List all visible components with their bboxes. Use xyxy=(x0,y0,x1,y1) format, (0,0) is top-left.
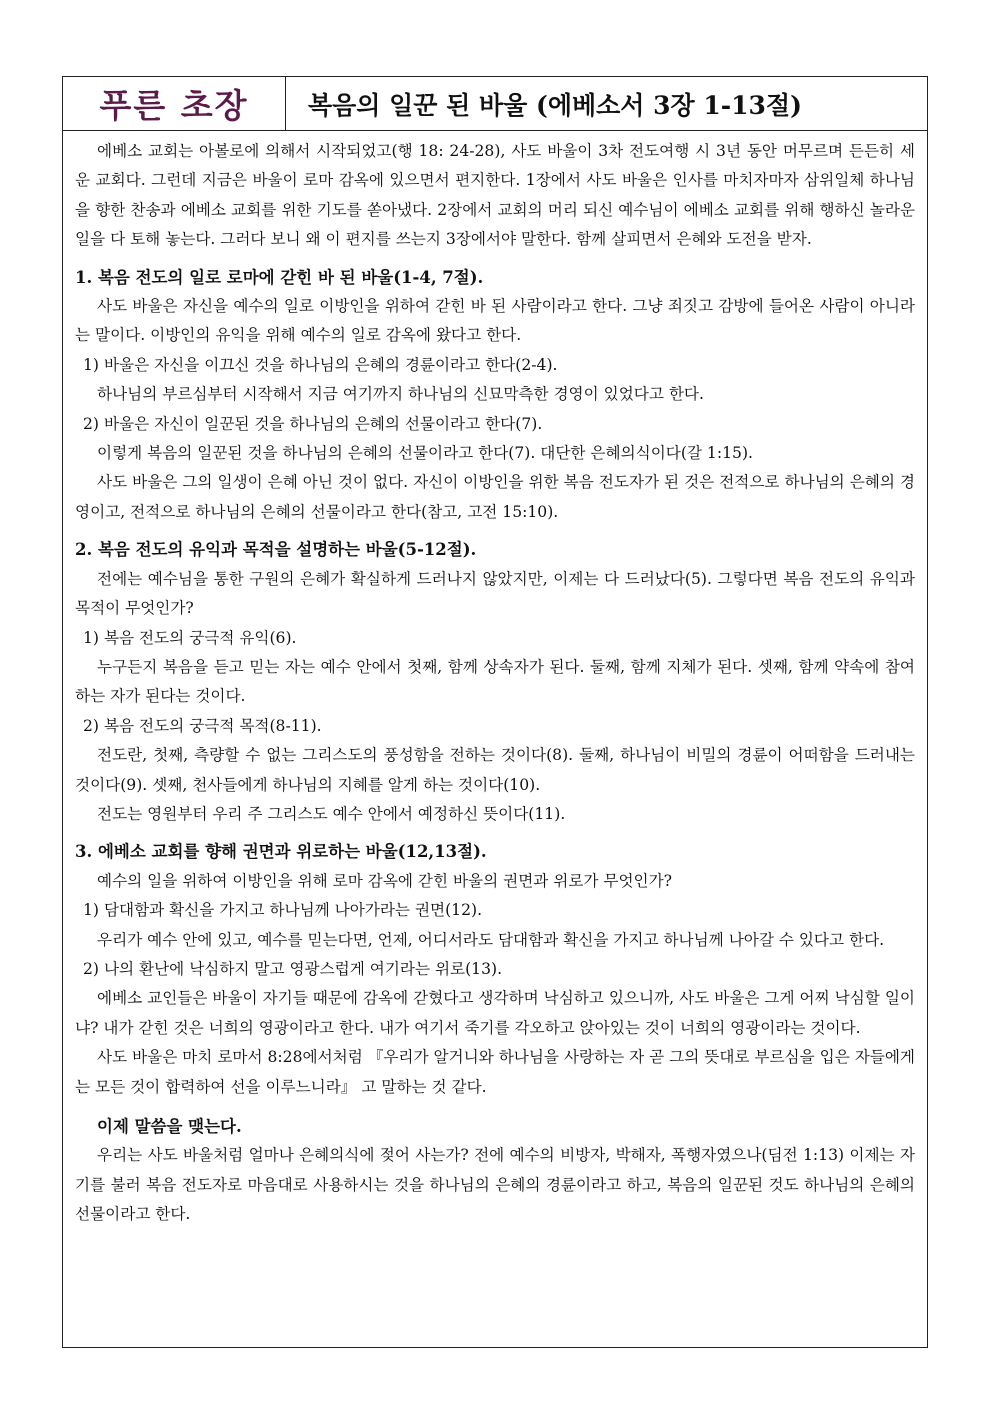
header xyxy=(63,77,927,131)
point-item: 1) 복음 전도의 궁극적 유익(6). xyxy=(83,628,297,647)
paragraph: 사도 바울은 자신을 예수의 일로 이방인을 위하여 갇힌 바 된 사람이라고 한다. 그냥 죄짓고 감방에 들어온 사람이 아니라는 말이다. 이방인의 유익을 위해 예수의 일로 감옥에 왔다고 한다. xyxy=(75,297,915,345)
paragraph: 에베소 교인들은 바울이 자기들 때문에 감옥에 갇혔다고 생각하며 낙심하고 있으니까, 사도 바울은 그게 어찌 낙심할 일이냐? 내가 갇힌 것은 너희의 영광이라고 한다. 내가 여기서 죽기를 각오하고 앉아있는 것이 너희의 영광이라는 것이다. xyxy=(75,989,915,1037)
paragraph: 사도 바울은 그의 일생이 은혜 아닌 것이 없다. 자신이 이방인을 위한 복음 전도자가 된 것은 전적으로 하나님의 은혜의 경영이고, 전적으로 하나님의 은혜의 선물이라고 한다(참고, 고전 15:10). xyxy=(75,473,915,521)
section-2-heading: 2. 복음 전도의 유익과 목적을 설명하는 바울(5-12절). xyxy=(75,540,477,560)
paragraph: 전도는 영원부터 우리 주 그리스도 예수 안에서 예정하신 뜻이다(11). xyxy=(97,804,566,823)
closing-heading: 이제 말씀을 맺는다. xyxy=(97,1117,242,1136)
paragraph: 전도란, 첫째, 측량할 수 없는 그리스도의 풍성함을 전하는 것이다(8). 둘째, 하나님이 비밀의 경륜이 어떠함을 드러내는 것이다(9). 셋째, 천사들에게 하나님의 지혜를 알게 하는 것이다(10). xyxy=(75,746,915,794)
point-item: 2) 복음 전도의 궁극적 목적(8-11). xyxy=(83,716,322,735)
paragraph: 하나님의 부르심부터 시작해서 지금 여기까지 하나님의 신묘막측한 경영이 있었다고 한다. xyxy=(97,385,704,404)
sermon-body xyxy=(63,131,927,1230)
section-1-heading: 1. 복음 전도의 일로 로마에 갇힌 바 된 바울(1-4, 7절). xyxy=(75,267,484,287)
section-3-heading: 3. 에베소 교회를 향해 권면과 위로하는 바울(12,13절). xyxy=(75,842,487,862)
point-item: 2) 나의 환난에 낙심하지 말고 영광스럽게 여기라는 위로(13). xyxy=(83,959,503,978)
intro-paragraph: 에베소 교회는 아볼로에 의해서 시작되었고(행 18: 24-28), 사도 바울이 3차 전도여행 시 3년 동안 머무르며 든든히 세운 교회다. 그런데 지금은 바울이 로마 감옥에 있으면서 편지한다. 1장에서 사도 바울은 인사를 마치자마자 삼위일체 하나님을 향한 찬송과 에베소 교회를 위한 기도를 쏟아냈다. 2장에서 교회의 머리 되신 예수님이 에베소 교회를 위해 행하신 놀라운 일을 다 토해 놓는다. 그러다 보니 왜 이 편지를 쓰는지 3장에서야 말한다. 함께 살피면서 은혜와 도전을 받자. xyxy=(75,142,915,249)
page-frame xyxy=(62,76,928,1348)
sermon-title: 복음의 일꾼 된 바울 (에베소서 3장 1-13절) xyxy=(308,90,802,120)
paragraph: 우리가 예수 안에 있고, 예수를 믿는다면, 언제, 어디서라도 담대함과 확신을 가지고 하나님께 나아갈 수 있다고 한다. xyxy=(97,930,885,949)
point-item: 1) 담대함과 확신을 가지고 하나님께 나아가라는 권면(12). xyxy=(83,901,483,920)
paragraph: 누구든지 복음을 듣고 믿는 자는 예수 안에서 첫째, 함께 상속자가 된다. 둘째, 함께 지체가 된다. 셋째, 함께 약속에 참여하는 자가 된다는 것이다. xyxy=(75,657,915,706)
point-item: 1) 바울은 자신을 이끄신 것을 하나님의 은혜의 경륜이라고 한다(2-4). xyxy=(83,355,558,374)
paragraph: 사도 바울은 마치 로마서 8:28에서처럼 『우리가 알거니와 하나님을 사랑하는 자 곧 그의 뜻대로 부르심을 입은 자들에게는 모든 것이 합력하여 선을 이루느니라』 고 말하는 것 같다. xyxy=(75,1048,915,1096)
closing-paragraph: 우리는 사도 바울처럼 얼마나 은혜의식에 젖어 사는가? 전에 예수의 비방자, 박해자, 폭행자였으나(딤전 1:13) 이제는 자기를 불러 복음 전도자로 마음대로 사용하시는 것을 하나님의 은혜의 경륜이라고 하고, 복음의 일꾼된 것도 하나님의 은혜의 선물이라고 한다. xyxy=(75,1146,915,1224)
point-item: 2) 바울은 자신이 일꾼된 것을 하나님의 은혜의 선물이라고 한다(7). xyxy=(83,414,543,433)
paragraph: 전에는 예수님을 통한 구원의 은혜가 확실하게 드러나지 않았지만, 이제는 다 드러났다(5). 그렇다면 복음 전도의 유익과 목적이 무엇인가? xyxy=(75,569,915,618)
paragraph: 예수의 일을 위하여 이방인을 위해 로마 감옥에 갇힌 바울의 권면과 위로가 무엇인가? xyxy=(97,871,673,890)
brand-title: 푸른 초장 xyxy=(63,77,286,130)
paragraph: 이렇게 복음의 일꾼된 것을 하나님의 은혜의 선물이라고 한다(7). 대단한 은혜의식이다(갈 1:15). xyxy=(97,444,753,463)
